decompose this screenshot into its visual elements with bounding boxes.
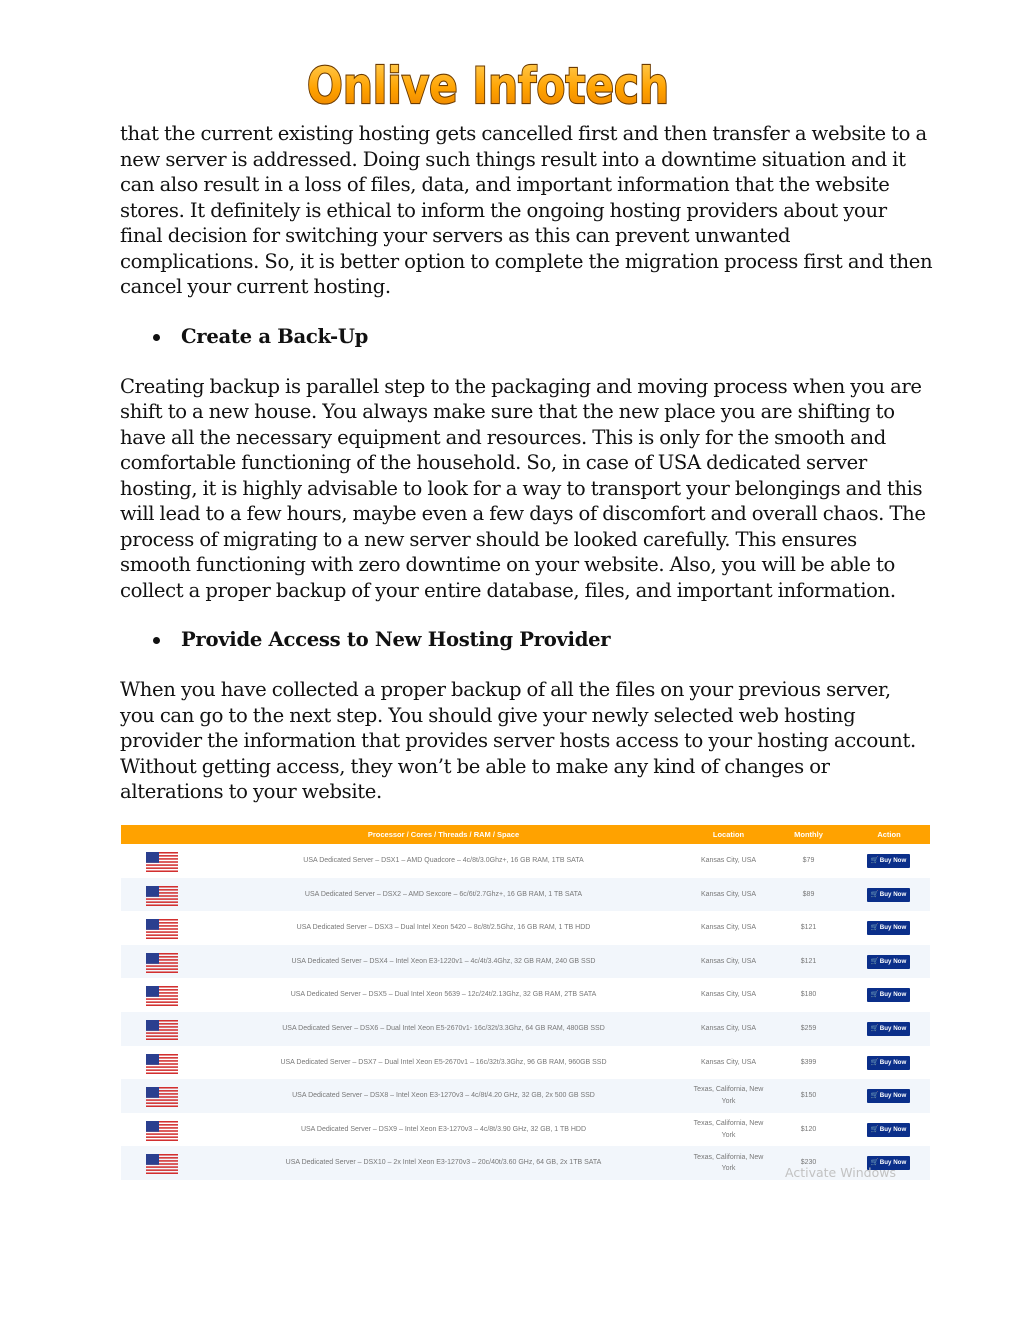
server-location-text: Texas, California, New York [693, 1086, 764, 1105]
server-location [681, 878, 776, 912]
server-location-text: Kansas City, USA [700, 857, 757, 865]
us-flag-icon [146, 986, 178, 1006]
text-line: you can go to the next step. You should give your newly selected web hosting [120, 703, 856, 727]
document-body [120, 121, 933, 805]
buy-now-label: Buy Now [879, 1125, 907, 1133]
server-spec: USA Dedicated Server – DSX9 – Intel Xeon E3-1270v3 – 4c/8t/3.90 GHz, 32 GB, 1 TB HDD [300, 1125, 587, 1133]
text-line: cancel your current hosting. [120, 275, 391, 298]
buy-now-label: Buy Now [879, 1058, 907, 1066]
buy-now-button[interactable] [867, 854, 910, 868]
cart-icon: 🛒 [870, 890, 879, 898]
server-spec: USA Dedicated Server – DSX4 – Intel Xeon E3-1220v1 – 4c/4t/3.4Ghz, 32 GB RAM, 240 GB SSD [291, 957, 596, 965]
server-location [681, 1146, 776, 1180]
cart-icon: 🛒 [870, 924, 879, 932]
us-flag-icon [146, 1121, 178, 1141]
text-line: smooth functioning with zero downtime on your website. Also, you will be able to [120, 553, 895, 576]
header-monthly: Monthly [794, 830, 823, 839]
buy-now-button[interactable] [867, 955, 910, 969]
monthly-price: $89 [802, 890, 815, 898]
monthly-price: $399 [800, 1058, 817, 1066]
logo-text: Onlive Infotech [307, 57, 669, 115]
table-row [121, 911, 930, 945]
text-line: Creating backup is parallel step to the packaging and moving process when you are [120, 374, 922, 398]
cart-icon: 🛒 [870, 1159, 879, 1167]
table-row [121, 1113, 930, 1147]
server-location-text: Kansas City, USA [700, 1025, 757, 1033]
buy-now-label: Buy Now [879, 857, 907, 864]
cart-icon: 🛒 [870, 1058, 879, 1066]
table-row [121, 1046, 930, 1080]
us-flag-icon [146, 886, 178, 906]
us-flag-icon [146, 1154, 178, 1174]
company-logo [303, 57, 673, 115]
text-line: have all the necessary equipment and resources. This is only for the smooth and [120, 425, 886, 449]
header-action: Action [877, 830, 901, 839]
us-flag-icon [146, 919, 178, 939]
us-flag-icon [146, 1020, 178, 1040]
monthly-price: $230 [800, 1159, 817, 1167]
text-line: shift to a new house. You always make sure that the new place you are shifting to [120, 400, 895, 423]
text-line: process of migrating to a new server should be looked carefully. This ensures [120, 527, 857, 551]
table-row [121, 1079, 930, 1113]
text-line: that the current existing hosting gets cancelled first and then transfer a website to a [120, 122, 927, 145]
server-spec: USA Dedicated Server – DSX7 – Dual Intel Xeon E5-2670v1 – 16c/32t/3.3Ghz, 96 GB RAM, 960GB SSD [280, 1058, 607, 1066]
buy-now-button[interactable] [867, 1056, 910, 1070]
monthly-price: $121 [800, 924, 817, 932]
section-heading-backup [120, 324, 915, 350]
buy-now-button[interactable] [867, 888, 910, 902]
server-location-text: Texas, California, New York [693, 1153, 764, 1173]
bullet-icon [153, 334, 160, 341]
table-row [121, 978, 930, 1012]
text-line: complications. So, it is better option to complete the migration process first and then [120, 249, 933, 273]
text-line: comfortable functioning of the household. So, in case of USA dedicated server [120, 451, 867, 474]
buy-now-label: Buy Now [879, 1024, 907, 1032]
server-location [681, 978, 776, 1012]
server-location-text: Kansas City, USA [700, 991, 757, 999]
cart-icon: 🛒 [870, 991, 879, 999]
server-spec: USA Dedicated Server – DSX5 – Dual Intel Xeon 5639 – 12c/24t/2.13Ghz, 32 GB RAM, 2TB SATA [290, 991, 597, 999]
text-line: alterations to your website. [120, 780, 382, 803]
cart-icon: 🛒 [870, 1024, 879, 1032]
server-location [681, 945, 776, 979]
intro-paragraph [120, 121, 933, 300]
server-location [681, 1012, 776, 1046]
bullet-icon [153, 637, 160, 644]
table-header [121, 825, 930, 844]
text-line: can also result in a loss of files, data, and important information that the website [120, 173, 890, 196]
server-location [681, 844, 776, 878]
server-spec: USA Dedicated Server – DSX3 – Dual Intel Xeon 5420 – 8c/8t/2.5Ghz, 16 GB RAM, 1 TB HDD [296, 924, 591, 932]
text-line: new server is addressed. Doing such things result into a downtime situation and it [120, 147, 906, 171]
server-location [681, 1046, 776, 1080]
server-location-text: Kansas City, USA [700, 1058, 757, 1066]
us-flag-icon [146, 1054, 178, 1074]
table-row [121, 844, 930, 878]
server-spec: USA Dedicated Server – DSX8 – Intel Xeon E3-1270v3 – 4c/8t/4.20 GHz, 32 GB, 2x 500 GB SSD [292, 1092, 595, 1100]
buy-now-label: Buy Now [879, 1092, 907, 1100]
header-location: Location [712, 830, 745, 839]
monthly-price: $180 [800, 991, 817, 999]
cart-icon: 🛒 [870, 1125, 879, 1133]
text-line: will lead to a few hours, maybe even a few days of discomfort and overall chaos. The [120, 502, 926, 525]
cart-icon: 🛒 [870, 1092, 879, 1100]
monthly-price: $259 [800, 1024, 817, 1032]
table-row [121, 945, 930, 979]
buy-now-button[interactable] [867, 1123, 910, 1137]
text-line: final decision for switching your servers as this can prevent unwanted [120, 224, 791, 247]
server-location [681, 1113, 776, 1147]
activation-watermark: Activate Windows [785, 1165, 896, 1180]
monthly-price: $150 [800, 1092, 817, 1100]
backup-paragraph [120, 374, 926, 604]
us-flag-icon [146, 852, 178, 872]
buy-now-label: Buy Now [879, 890, 907, 898]
buy-now-button[interactable] [867, 1022, 910, 1036]
server-location-text: Kansas City, USA [700, 924, 757, 932]
text-line: When you have collected a proper backup of all the files on your previous server, [120, 678, 891, 701]
table-row [121, 1012, 930, 1046]
table-row [121, 878, 930, 912]
monthly-price: $121 [800, 957, 817, 965]
table-body [121, 844, 930, 1180]
us-flag-icon [146, 953, 178, 973]
server-pricing-table [121, 825, 930, 1180]
access-paragraph [120, 677, 915, 805]
section-heading-access [120, 627, 915, 653]
text-line: stores. It definitely is ethical to inform the ongoing hosting providers about your [120, 198, 887, 222]
text-line: hosting, it is highly advisable to look for a way to transport your belongings and this [120, 476, 923, 500]
server-spec: USA Dedicated Server – DSX2 – AMD Sexcore – 6c/6t/2.7Ghz+, 16 GB RAM, 1 TB SATA [304, 890, 583, 898]
server-location [681, 1079, 776, 1113]
monthly-price: $120 [800, 1125, 817, 1133]
server-location-text: Kansas City, USA [700, 890, 757, 898]
server-spec: USA Dedicated Server – DSX6 – Dual Intel Xeon E5-2670v1- 16c/32t/3.3Ghz, 64 GB RAM, 480GB SSD [282, 1024, 605, 1032]
section-heading-text: Create a Back-Up [181, 324, 369, 348]
buy-now-label: Buy Now [879, 1159, 907, 1167]
server-location-text: Texas, California, New York [693, 1120, 764, 1139]
buy-now-label: Buy Now [879, 924, 907, 932]
server-location-text: Kansas City, USA [700, 957, 757, 965]
buy-now-label: Buy Now [879, 991, 907, 999]
buy-now-button[interactable] [867, 988, 910, 1002]
text-line: provider the information that provides server hosts access to your hosting account. [120, 729, 916, 752]
text-line: Without getting access, they won’t be able to make any kind of changes or [120, 754, 830, 778]
server-spec: USA Dedicated Server – DSX1 – AMD Quadcore – 4c/8t/3.0Ghz+, 16 GB RAM, 1TB SATA [303, 857, 584, 864]
header-spec: Processor / Cores / Threads / RAM / Space [367, 830, 520, 839]
cart-icon: 🛒 [870, 857, 879, 864]
section-heading-text: Provide Access to New Hosting Provider [181, 628, 611, 651]
text-line: collect a proper backup of your entire database, files, and important information. [120, 578, 896, 602]
server-location [681, 911, 776, 945]
server-spec: USA Dedicated Server – DSX10 – 2x Intel Xeon E3-1270v3 – 20c/40t/3.60 GHz, 64 GB, 2x 1TB SATA [285, 1159, 602, 1167]
buy-now-button[interactable] [867, 1089, 910, 1103]
monthly-price: $79 [802, 857, 815, 864]
buy-now-button[interactable] [867, 921, 910, 935]
cart-icon: 🛒 [870, 957, 879, 965]
logo-wordmark [303, 57, 673, 115]
buy-now-label: Buy Now [879, 957, 907, 965]
us-flag-icon [146, 1087, 178, 1107]
